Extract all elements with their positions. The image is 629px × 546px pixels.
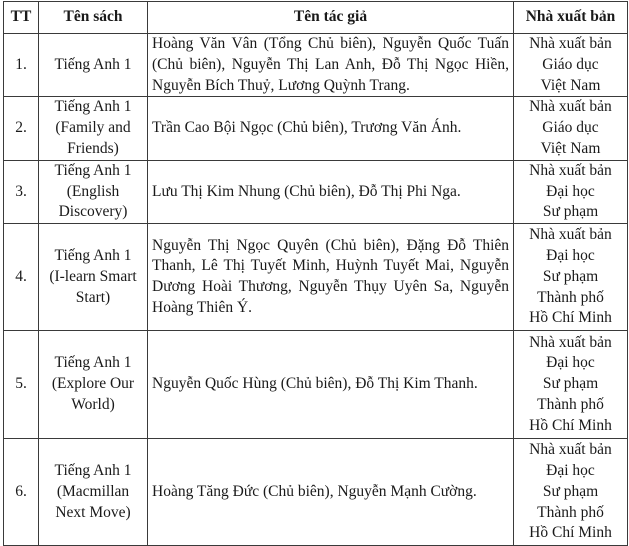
table-row	[4, 97, 628, 160]
publisher-line: Đại học	[546, 182, 595, 200]
authors: Trần Cao Bội Ngọc (Chủ biên), Trương Văn Ánh.	[148, 97, 514, 160]
book-name-line: (I-learn Smart	[49, 267, 137, 285]
book-name-line: (Family and	[55, 119, 131, 137]
book-name	[39, 97, 148, 160]
row-number: 5.	[4, 331, 39, 439]
row-number: 1.	[4, 34, 39, 97]
publisher-line: Thành phố	[537, 503, 604, 521]
publisher-line: Hồ Chí Minh	[529, 524, 612, 542]
book-name-line: Tiếng Anh 1	[54, 354, 132, 372]
publisher	[514, 224, 628, 331]
book-name-line: Friends)	[67, 139, 119, 157]
authors: Hoàng Tăng Đức (Chủ biên), Nguyễn Mạnh Cường.	[148, 439, 514, 546]
publisher-line: Giáo dục	[542, 119, 599, 137]
authors: Hoàng Văn Vân (Tổng Chủ biên), Nguyễn Quốc Tuấn (Chủ biên), Nguyễn Thị Lan Anh, Đỗ Thị Ngọc Hiền, Nguyễn Bích Thuỷ, Lương Quỳnh Trang.	[148, 34, 514, 97]
book-name-line: Tiếng Anh 1	[54, 55, 132, 73]
publisher-line: Hồ Chí Minh	[529, 416, 612, 434]
table-row	[4, 34, 628, 97]
header-authors: Tên tác giả	[148, 2, 514, 34]
publisher-line: Sư phạm	[542, 267, 599, 285]
publisher-line: Giáo dục	[542, 55, 599, 73]
book-name	[39, 439, 148, 546]
publisher-line: Nhà xuất bản	[529, 35, 612, 52]
book-name-line: Tiếng Anh 1	[54, 161, 132, 179]
row-number: 2.	[4, 97, 39, 160]
publisher-line: Thành phố	[537, 288, 604, 306]
authors: Lưu Thị Kim Nhung (Chủ biên), Đỗ Thị Phi Nga.	[148, 160, 514, 223]
row-number: 6.	[4, 439, 39, 546]
publisher-line: Việt Nam	[540, 139, 601, 157]
publisher-line: Sư phạm	[542, 482, 599, 500]
book-name	[39, 224, 148, 331]
publisher-line: Sư phạm	[542, 203, 599, 221]
book-name-line: World)	[71, 396, 115, 414]
row-number: 3.	[4, 160, 39, 223]
book-name-line: Discovery)	[58, 203, 128, 221]
publisher-line: Nhà xuất bản	[529, 441, 612, 459]
publisher-line: Thành phố	[537, 396, 604, 414]
publisher	[514, 97, 628, 160]
table-row	[4, 224, 628, 331]
book-name	[39, 160, 148, 223]
header-publisher: Nhà xuất bản	[514, 2, 628, 34]
book-name-line: (Explore Our	[51, 375, 135, 393]
row-number: 4.	[4, 224, 39, 331]
table-row	[4, 331, 628, 439]
header-book-name: Tên sách	[39, 2, 148, 34]
publisher-line: Nhà xuất bản	[529, 161, 612, 179]
publisher-line: Đại học	[546, 461, 595, 479]
publisher-line: Đại học	[546, 354, 595, 372]
publisher-line: Đại học	[546, 246, 595, 264]
book-name-line: Start)	[75, 288, 111, 306]
book-name-line: Next Move)	[55, 503, 131, 521]
authors: Nguyễn Quốc Hùng (Chủ biên), Đỗ Thị Kim Thanh.	[148, 331, 514, 439]
authors: Nguyễn Thị Ngọc Quyên (Chủ biên), Đặng Đỗ Thiên Thanh, Lê Thị Tuyết Minh, Huỳnh Tuyết Mai, Nguyễn Dương Hoài Thương, Nguyễn Thụy Uyên Sa, Nguyễn Hoàng Thiên Ý.	[148, 224, 514, 331]
publisher-line: Hồ Chí Minh	[529, 309, 612, 327]
publisher-line: Nhà xuất bản	[529, 226, 612, 244]
publisher-line: Sư phạm	[542, 375, 599, 393]
book-name-line: Tiếng Anh 1	[54, 98, 132, 116]
publisher-line: Việt Nam	[540, 76, 601, 94]
table-row	[4, 160, 628, 223]
publisher-line: Nhà xuất bản	[529, 333, 612, 351]
header-tt: TT	[4, 2, 39, 34]
publisher	[514, 331, 628, 439]
book-name-line: (Macmillan	[56, 482, 130, 500]
publisher-line: Nhà xuất bản	[529, 98, 612, 116]
table-row	[4, 439, 628, 546]
header-row	[4, 2, 628, 34]
book-name-line: Tiếng Anh 1	[54, 461, 132, 479]
publisher	[514, 34, 628, 97]
publisher	[514, 160, 628, 223]
book-name	[39, 34, 148, 97]
textbook-table	[3, 1, 628, 546]
book-name	[39, 331, 148, 439]
book-name-line: Tiếng Anh 1	[54, 246, 132, 264]
book-name-line: (English	[66, 182, 120, 200]
publisher	[514, 439, 628, 546]
